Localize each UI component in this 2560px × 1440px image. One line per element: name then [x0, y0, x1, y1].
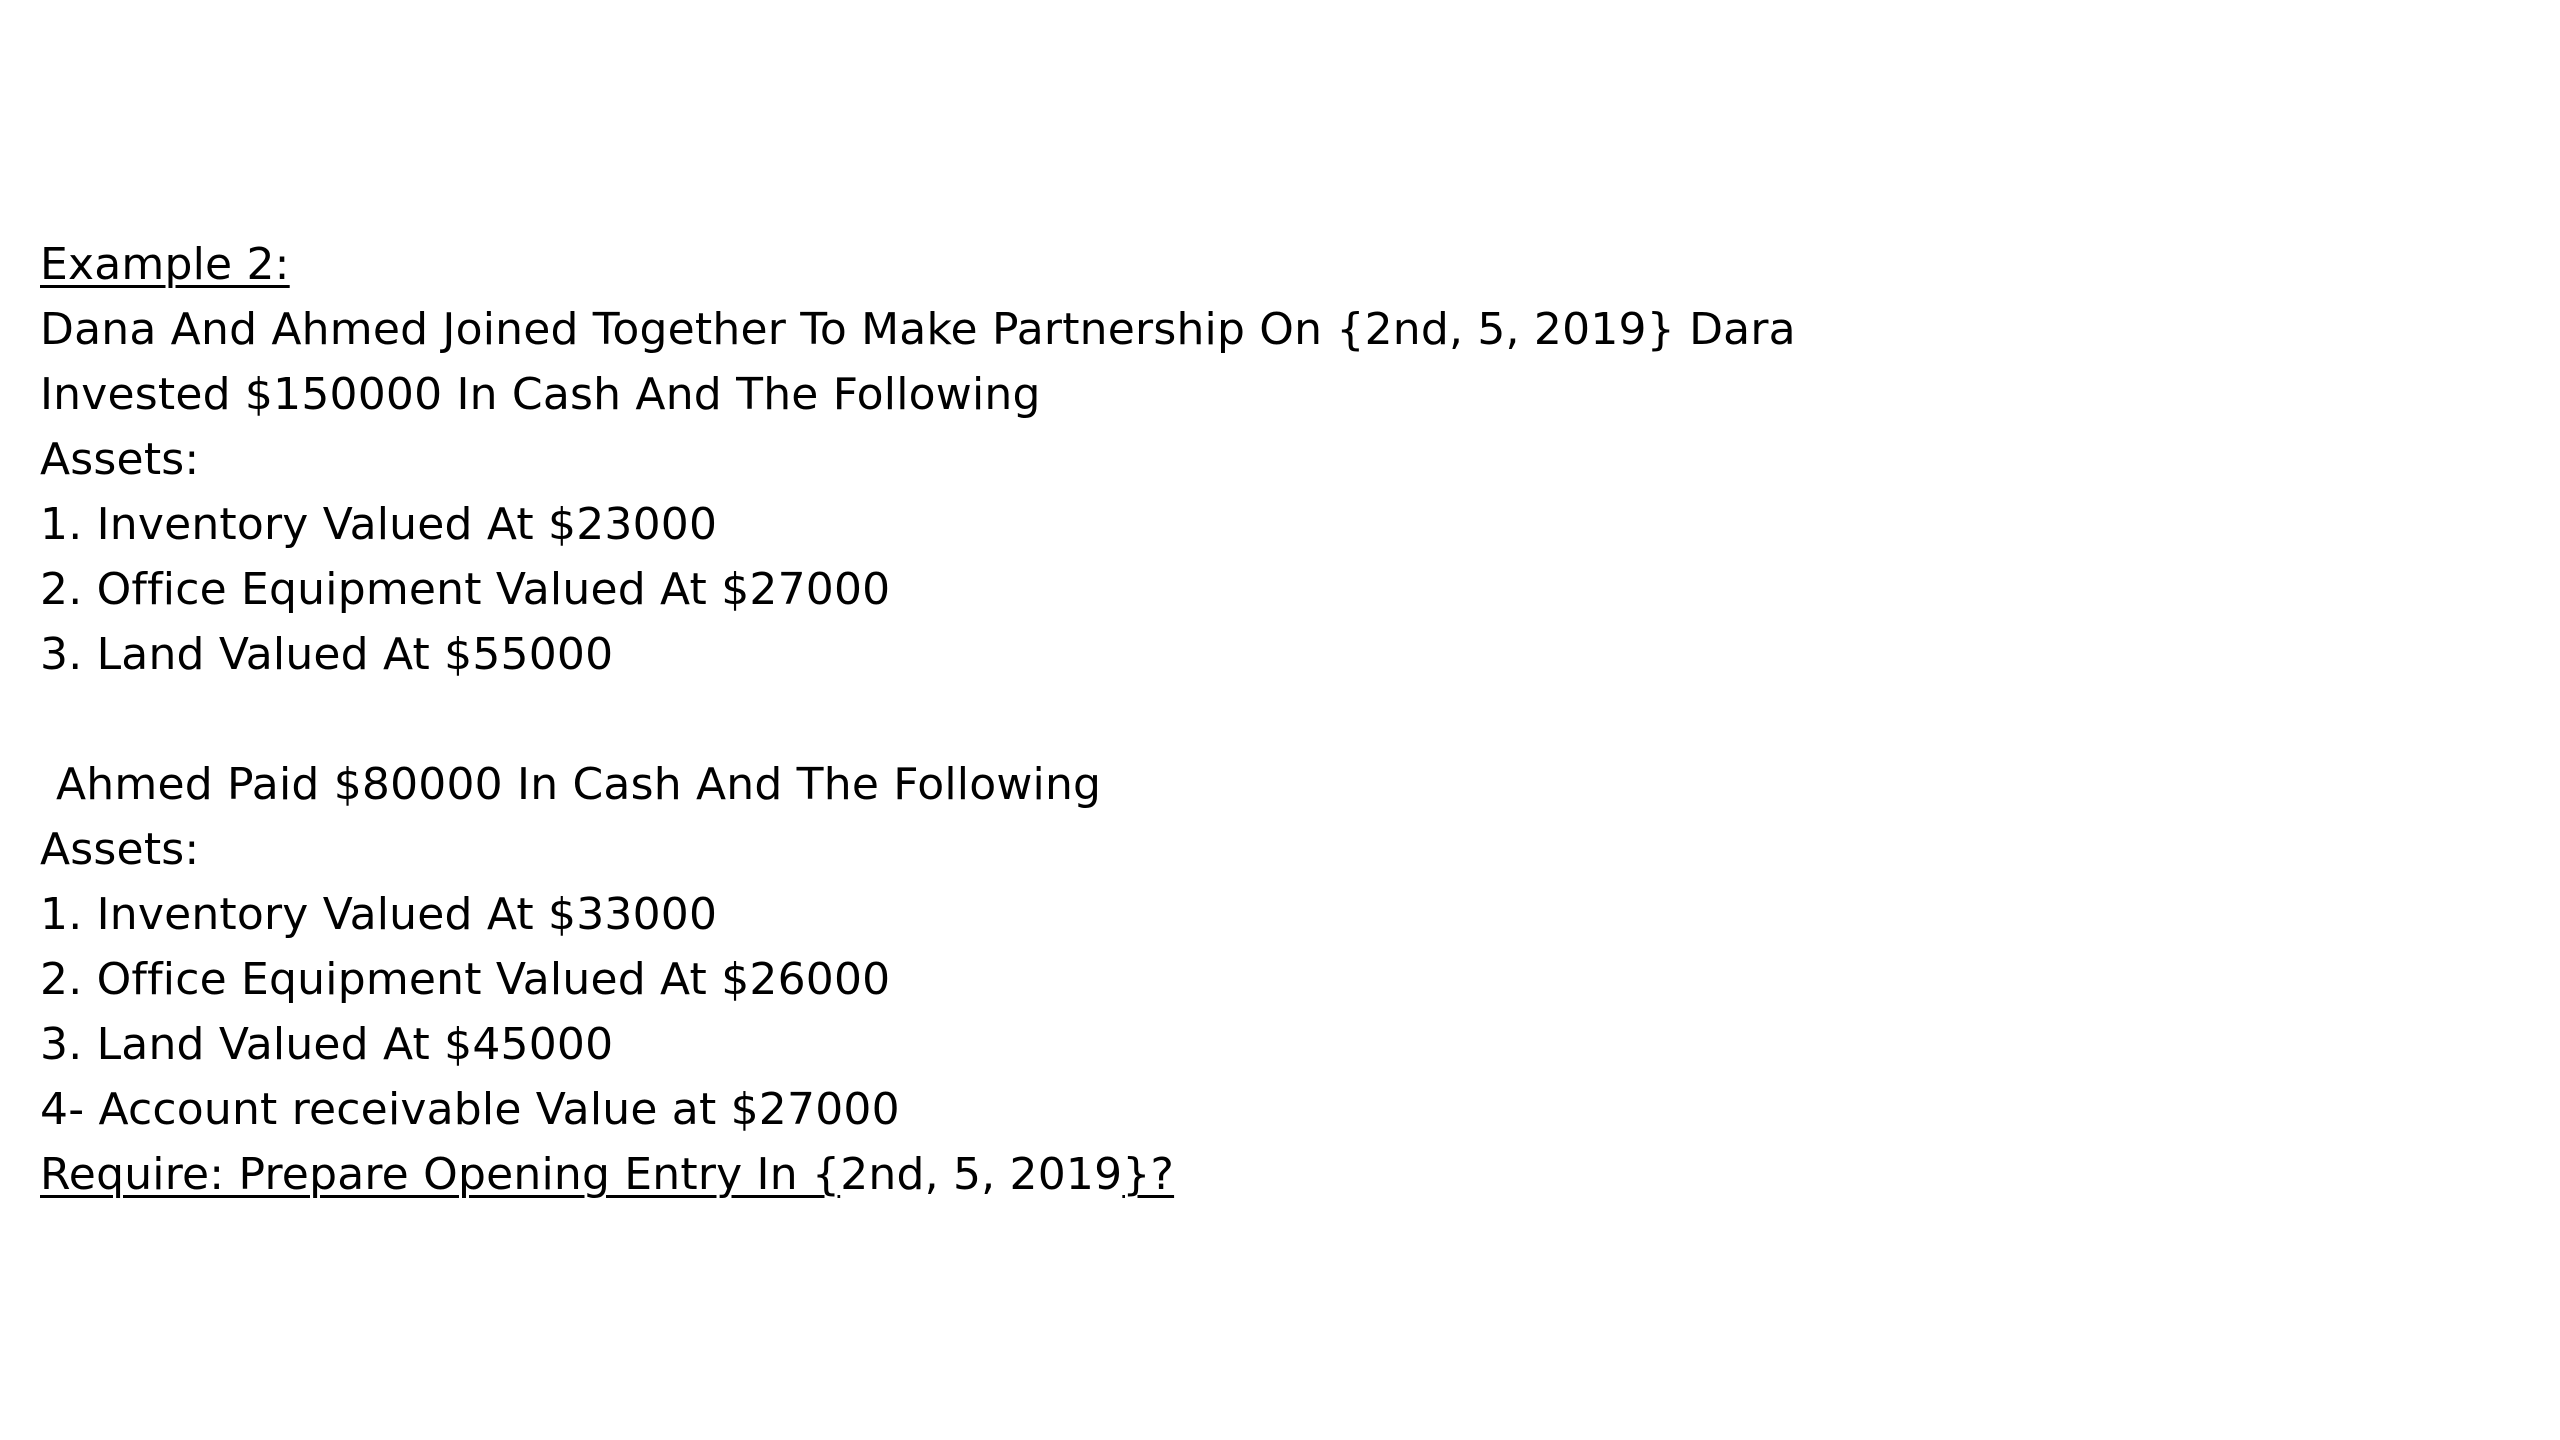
require-line: [40, 1142, 2440, 1207]
list-item: 4- Account receivable Value at $27000: [40, 1084, 900, 1135]
example-heading: Example 2:: [40, 239, 290, 290]
require-text-underlined: Require: Prepare Opening Entry In {: [40, 1149, 841, 1200]
assets-label-dara: Assets:: [40, 434, 200, 485]
intro-line-2: Invested $150000 In Cash And The Following: [40, 369, 1041, 420]
list-item: 3. Land Valued At $45000: [40, 1019, 614, 1070]
slide-text-body: [40, 232, 2440, 1207]
list-item: 1. Inventory Valued At $23000: [40, 499, 718, 550]
ahmed-line: Ahmed Paid $80000 In Cash And The Following: [56, 759, 1102, 810]
intro-line-1: Dana And Ahmed Joined Together To Make Partnership On {2nd, 5, 2019} Dara: [40, 304, 1796, 355]
list-item: 2. Office Equipment Valued At $26000: [40, 954, 891, 1005]
blank-line: [40, 687, 2440, 752]
assets-label-ahmed: Assets:: [40, 824, 200, 875]
list-item: 2. Office Equipment Valued At $27000: [40, 564, 891, 615]
require-text-end: }?: [1122, 1149, 1175, 1200]
require-date: 2nd, 5, 2019: [840, 1149, 1123, 1200]
list-item: 1. Inventory Valued At $33000: [40, 889, 718, 940]
list-item: 3. Land Valued At $55000: [40, 629, 614, 680]
